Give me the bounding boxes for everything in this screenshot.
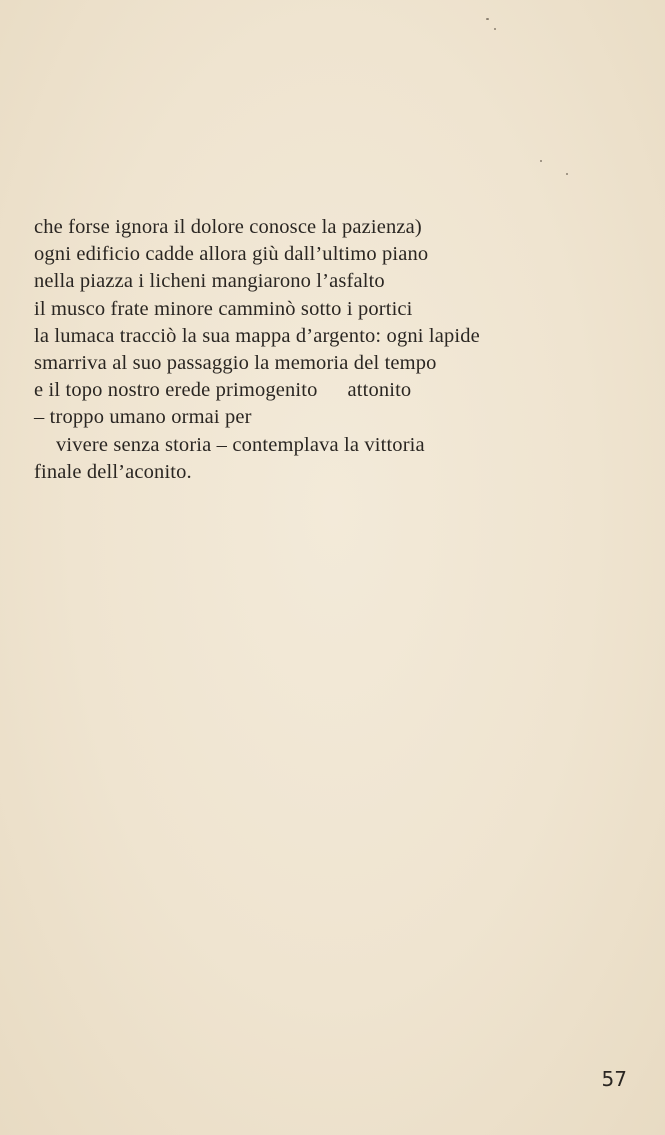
poem-line: finale dell’aconito. xyxy=(34,460,192,483)
poem-line-part: e il topo nostro erede primogenito xyxy=(34,379,318,402)
paper-speck xyxy=(494,28,496,30)
poem-line: la lumaca tracciò la sua mappa d’argento: ogni lapide xyxy=(34,324,480,347)
paper-speck xyxy=(486,18,489,20)
paper-speck xyxy=(540,160,542,162)
poem-line-part: attonito xyxy=(347,379,412,402)
poem-text xyxy=(34,214,634,486)
poem-line: vivere senza storia – contemplava la vittoria xyxy=(56,433,425,456)
poem-line xyxy=(34,377,634,404)
page-number: 57 xyxy=(601,1067,627,1091)
poem-line: nella piazza i licheni mangiarono l’asfalto xyxy=(34,270,385,293)
poem-line: – troppo umano ormai per xyxy=(34,406,252,429)
poem-line: il musco frate minore camminò sotto i portici xyxy=(34,297,413,320)
poem-line: smarriva al suo passaggio la memoria del tempo xyxy=(34,352,437,375)
poem-line: ogni edificio cadde allora giù dall’ultimo piano xyxy=(34,243,429,266)
poem-line: che forse ignora il dolore conosce la pazienza) xyxy=(34,216,422,238)
paper-speck xyxy=(566,173,568,175)
